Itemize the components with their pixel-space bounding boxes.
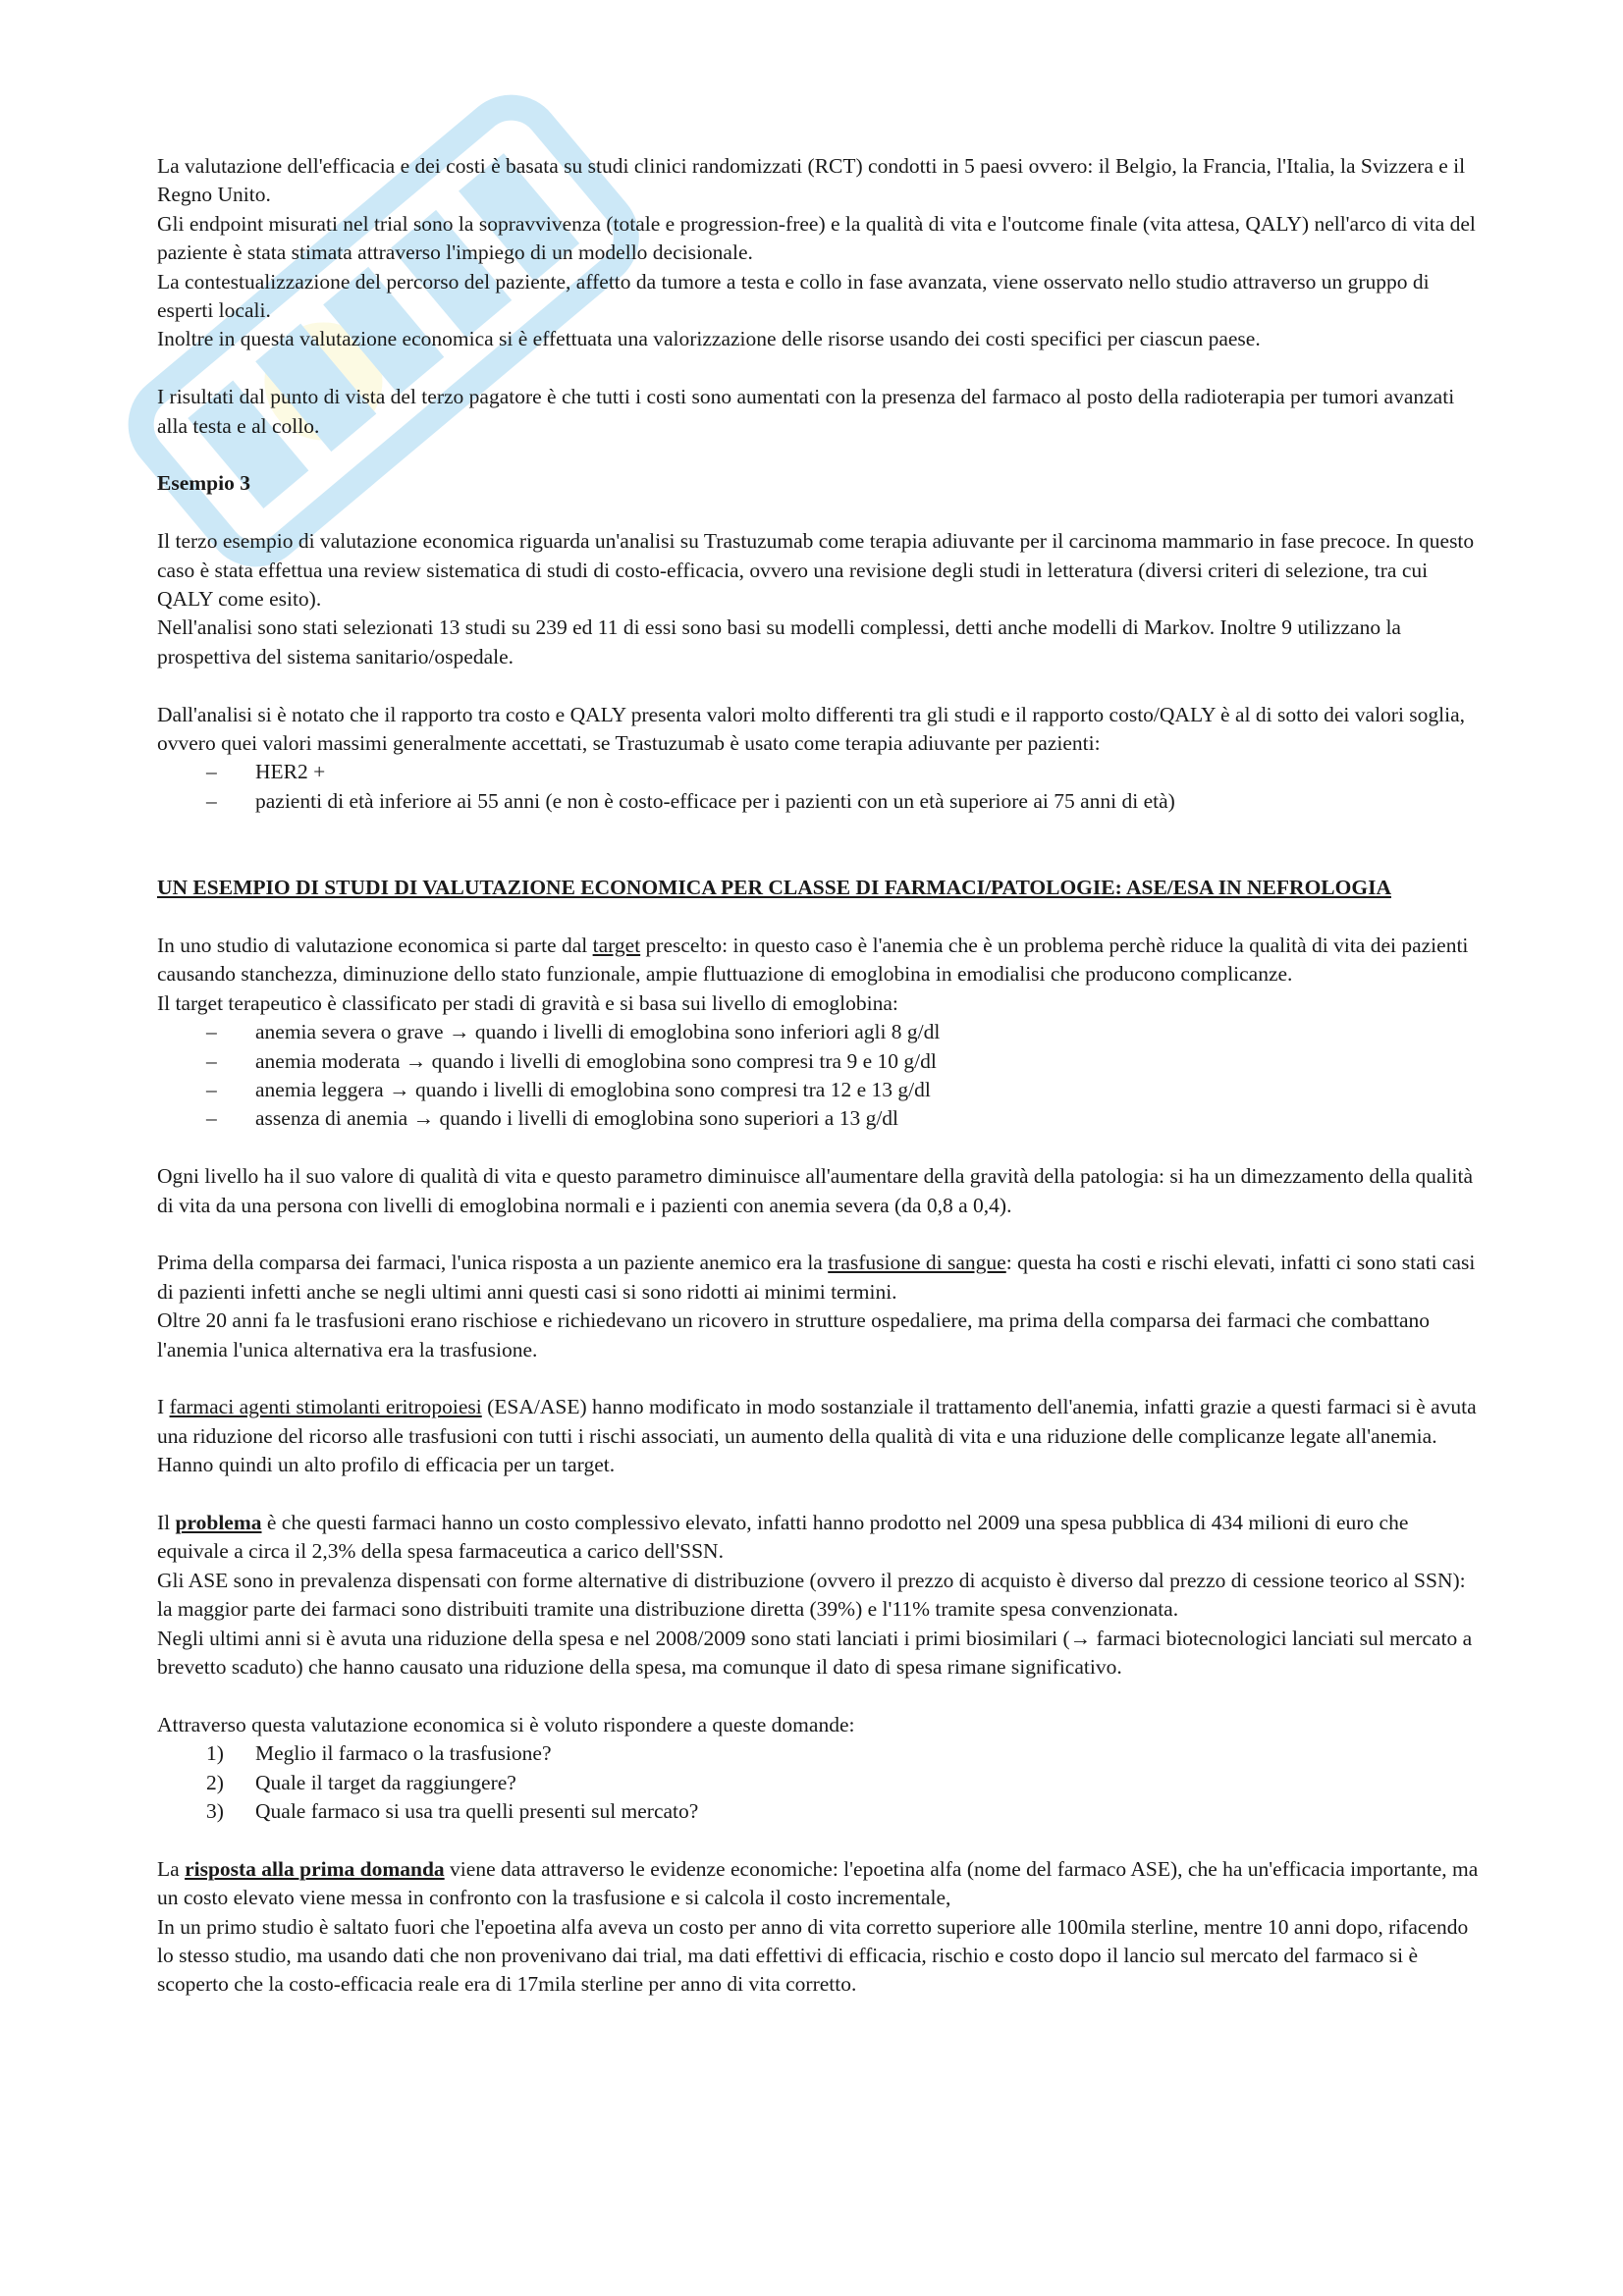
paragraph: Prima della comparsa dei farmaci, l'unica risposta a un paziente anemico era la trasfusione di sangue: questa ha costi e rischi elevati, infatti ci sono stati casi di pazienti infetti anche se negli ultimi anni questi casi si sono ridotti ai minimi termini. xyxy=(157,1251,1476,1304)
list-item xyxy=(157,1739,1483,1768)
list-item-text: anemia moderata → quando i livelli di emoglobina sono compresi tra 9 e 10 g/dl xyxy=(255,1048,937,1073)
dash-marker: – xyxy=(206,1048,217,1073)
list-item-text: Quale il target da raggiungere? xyxy=(255,1770,516,1794)
paragraph: In uno studio di valutazione economica si parte dal target prescelto: in questo caso è l'anemia che è un problema perchè riduce la qualità di vita dei pazienti causando stanchezza, diminuzione dello stato funzionale, ampie fluttuazione di emoglobina in emodialisi che producono complicanze. xyxy=(157,933,1469,987)
section-heading: UN ESEMPIO DI STUDI DI VALUTAZIONE ECONOMICA PER CLASSE DI FARMACI/PATOLOGIE: ASE/ESA IN NEFROLOGIA xyxy=(157,876,1391,900)
paragraph: Ogni livello ha il suo valore di qualità di vita e questo parametro diminuisce all'aumentare della gravità della patologia: si ha un dimezzamento della qualità di vita da una persona con livelli di emoglobina normali e i pazienti con anemia severa (da 0,8 a 0,4). xyxy=(157,1164,1474,1217)
list-number: 3) xyxy=(206,1798,224,1823)
paragraph: Nell'analisi sono stati selezionati 13 studi su 239 ed 11 di essi sono basi su modelli complessi, detti anche modelli di Markov. Inoltre 9 utilizzano la prospettiva del sistema sanitario/ospedale. xyxy=(157,615,1401,668)
list-item-text: anemia severa o grave → quando i livelli di emoglobina sono inferiori agli 8 g/dl xyxy=(255,1020,941,1044)
list-item xyxy=(157,758,1483,786)
list-item-text: anemia leggera → quando i livelli di emoglobina sono compresi tra 12 e 13 g/dl xyxy=(255,1077,931,1101)
section-title-esempio-3: Esempio 3 xyxy=(157,471,250,496)
paragraph: Inoltre in questa valutazione economica si è effettuata una valorizzazione delle risorse usando dei costi specifici per ciascun paese. xyxy=(157,327,1261,351)
list-item-text: Meglio il farmaco o la trasfusione? xyxy=(255,1741,552,1766)
dash-marker: – xyxy=(206,760,217,784)
bullet-list xyxy=(157,758,1483,816)
dash-marker: – xyxy=(206,788,217,813)
list-item xyxy=(157,1104,1483,1133)
paragraph: Gli ASE sono in prevalenza dispensati con forme alternative di distribuzione (ovvero il prezzo di acquisto è diverso dal prezzo di cessione teorico al SSN): la maggior parte dei farmaci sono distribuiti tramite una distribuzione diretta (39%) e l'11% tramite spesa convenzionata. xyxy=(157,1568,1466,1622)
paragraph: In un primo studio è saltato fuori che l'epoetina alfa aveva un costo per anno di vita corretto superiore alle 100mila sterline, mentre 10 anni dopo, rifacendo lo stesso studio, ma usando dati che non provenivano dai trial, ma dati effettivi di efficacia, rischio e costo dopo il lancio sul mercato del farmaco si è scoperto che la costo-efficacia reale era di 17mila sterline per anno di vita corretto. xyxy=(157,1914,1469,1997)
paragraph: Il problema è che questi farmaci hanno un costo complessivo elevato, infatti hanno prodotto nel 2009 una spesa pubblica di 434 milioni di euro che equivale a circa il 2,3% della spesa farmaceutica a carico dell'SSN. xyxy=(157,1510,1409,1564)
list-item-text: assenza di anemia → quando i livelli di emoglobina sono superiori a 13 g/dl xyxy=(255,1106,899,1131)
underlined-term: target xyxy=(592,933,641,957)
numbered-list xyxy=(157,1739,1483,1826)
paragraph: La contestualizzazione del percorso del paziente, affetto da tumore a testa e collo in fase avanzata, viene osservato nello studio attraverso un gruppo di esperti locali. xyxy=(157,269,1430,323)
paragraph: I farmaci agenti stimolanti eritropoiesi (ESA/ASE) hanno modificato in modo sostanziale il trattamento dell'anemia, infatti grazie a questi farmaci si è avuta una riduzione del ricorso alle trasfusioni con tutti i rischi associati, un aumento della qualità di vita e una riduzione delle complicanze legate all'anemia. Hanno quindi un alto profilo di efficacia per un target. xyxy=(157,1395,1477,1477)
document-page xyxy=(157,152,1483,2000)
list-item xyxy=(157,1076,1483,1104)
list-item xyxy=(157,1047,1483,1076)
paragraph: I risultati dal punto di vista del terzo pagatore è che tutti i costi sono aumentati con la presenza del farmaco al posto della radioterapia per tumori avanzati alla testa e al collo. xyxy=(157,385,1455,438)
paragraph: Dall'analisi si è notato che il rapporto tra costo e QALY presenta valori molto differenti tra gli studi e il rapporto costo/QALY è al di sotto dei valori soglia, ovvero quei valori massimi generalmente accettati, se Trastuzumab è usato come terapia adiuvante per pazienti: xyxy=(157,702,1466,756)
paragraph: La risposta alla prima domanda viene data attraverso le evidenze economiche: l'epoetina alfa (nome del farmaco ASE), che ha un'efficacia importante, ma un costo elevato viene messa in confronto con la trasfusione e si calcola il costo incrementale, xyxy=(157,1856,1479,1910)
list-item xyxy=(157,1018,1483,1046)
paragraph: Negli ultimi anni si è avuta una riduzione della spesa e nel 2008/2009 sono stati lanciati i primi biosimilari (→ farmaci biotecnologici lanciati sul mercato a brevetto scaduto) che hanno causato una riduzione della spesa, ma comunque il dato di spesa rimane significativo. xyxy=(157,1626,1473,1679)
list-item-text: Quale farmaco si usa tra quelli presenti sul mercato? xyxy=(255,1798,699,1823)
bullet-list xyxy=(157,1018,1483,1134)
underlined-bold-term: problema xyxy=(175,1510,262,1534)
list-item xyxy=(157,787,1483,816)
list-number: 2) xyxy=(206,1770,224,1794)
list-number: 1) xyxy=(206,1741,224,1766)
underlined-term: trasfusione di sangue xyxy=(828,1251,1006,1275)
underlined-term: farmaci agenti stimolanti eritropoiesi xyxy=(169,1395,482,1419)
paragraph: Attraverso questa valutazione economica si è voluto rispondere a queste domande: xyxy=(157,1712,855,1736)
dash-marker: – xyxy=(206,1020,217,1044)
paragraph: Gli endpoint misurati nel trial sono la sopravvivenza (totale e progression-free) e la qualità di vita e l'outcome finale (vita attesa, QALY) nell'arco di vita del paziente è stata stimata attraverso l'impiego di un modello decisionale. xyxy=(157,211,1476,265)
paragraph: Oltre 20 anni fa le trasfusioni erano rischiose e richiedevano un ricovero in strutture ospedaliere, ma prima della comparsa dei farmaci che combattano l'anemia l'unica alternativa era la trasfusione. xyxy=(157,1308,1431,1362)
paragraph: Il target terapeutico è classificato per stadi di gravità e si basa sui livello di emoglobina: xyxy=(157,990,898,1015)
list-item xyxy=(157,1797,1483,1826)
underlined-bold-term: risposta alla prima domanda xyxy=(185,1856,445,1881)
list-item-text: HER2 + xyxy=(255,760,326,784)
dash-marker: – xyxy=(206,1106,217,1131)
list-item xyxy=(157,1769,1483,1797)
list-item-text: pazienti di età inferiore ai 55 anni (e non è costo-efficace per i pazienti con un età superiore ai 75 anni di età) xyxy=(255,788,1175,813)
paragraph: Il terzo esempio di valutazione economica riguarda un'analisi su Trastuzumab come terapia adiuvante per il carcinoma mammario in fase precoce. In questo caso è stata effettua una review sistematica di studi di costo-efficacia, ovvero una revisione degli studi in letteratura (diversi criteri di selezione, tra cui QALY come esito). xyxy=(157,529,1475,612)
paragraph: La valutazione dell'efficacia e dei costi è basata su studi clinici randomizzati (RCT) condotti in 5 paesi ovvero: il Belgio, la Francia, l'Italia, la Svizzera e il Regno Unito. xyxy=(157,154,1466,207)
dash-marker: – xyxy=(206,1077,217,1101)
